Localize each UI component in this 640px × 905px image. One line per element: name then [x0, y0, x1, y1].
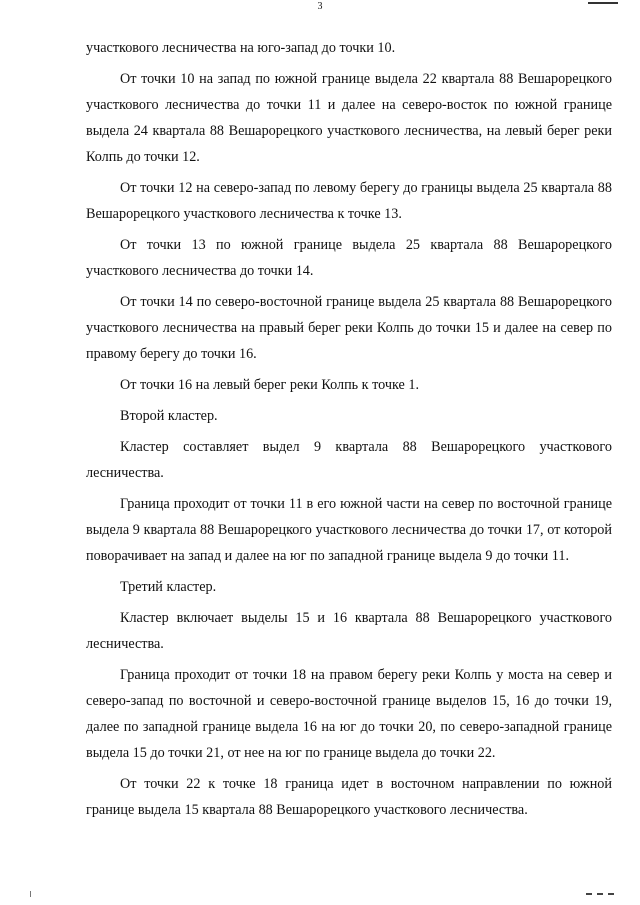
paragraph: От точки 14 по северо-восточной границе выдела 25 квартала 88 Вешарорецкого участкового лесничества на правый берег реки Колпь до точки 15 и далее на север по правому берегу до точки 16.: [86, 294, 612, 362]
paragraph: Граница проходит от точки 18 на правом берегу реки Колпь у моста на север и северо-запад по восточной и северо-восточной границе выделов 15, 16 до точки 19, далее по западной границе выдела 16 на юг до точки 20, по северо-западной границе выдела 15 до точки 21, от нее на юг по границе выдела до точки 22.: [86, 667, 612, 761]
scan-artifact-dot: [30, 891, 31, 897]
paragraph: Кластер включает выделы 15 и 16 квартала 88 Вешарорецкого участкового лесничества.: [86, 610, 612, 652]
section-heading-second-cluster: Второй кластер.: [120, 408, 218, 424]
paragraph: Кластер составляет выдел 9 квартала 88 Вешарорецкого участкового лесничества.: [86, 439, 612, 481]
document-body: [86, 35, 612, 828]
paragraph: От точки 12 на северо-запад по левому берегу до границы выдела 25 квартала 88 Вешарорецкого участкового лесничества к точке 13.: [86, 180, 612, 222]
paragraph: От точки 10 на запад по южной границе выдела 22 квартала 88 Вешарорецкого участкового лесничества до точки 11 и далее на северо-восток по южной границе выдела 24 квартала 88 Вешарорецкого участкового лесничества, на левый берег реки Колпь до точки 12.: [86, 71, 612, 165]
paragraph: От точки 13 по южной границе выдела 25 квартала 88 Вешарорецкого участкового лесничества до точки 14.: [86, 237, 612, 279]
paragraph: Граница проходит от точки 11 в его южной части на север по восточной границе выдела 9 квартала 88 Вешарорецкого участкового лесничества до точки 17, от которой поворачивает на запад и далее на юг по западной границе выдела 9 до точки 11.: [86, 496, 612, 564]
scan-artifact-bottom: [586, 893, 614, 897]
section-heading-third-cluster: Третий кластер.: [120, 579, 217, 595]
paragraph: От точки 22 к точке 18 граница идет в восточном направлении по южной границе выдела 15 квартала 88 Вешарорецкого участкового лесничества.: [86, 776, 612, 818]
paragraph: От точки 16 на левый берег реки Колпь к точке 1.: [120, 377, 420, 393]
paragraph-continuation: участкового лесничества на юго-запад до точки 10.: [86, 40, 396, 56]
page-number: 3: [317, 1, 323, 12]
